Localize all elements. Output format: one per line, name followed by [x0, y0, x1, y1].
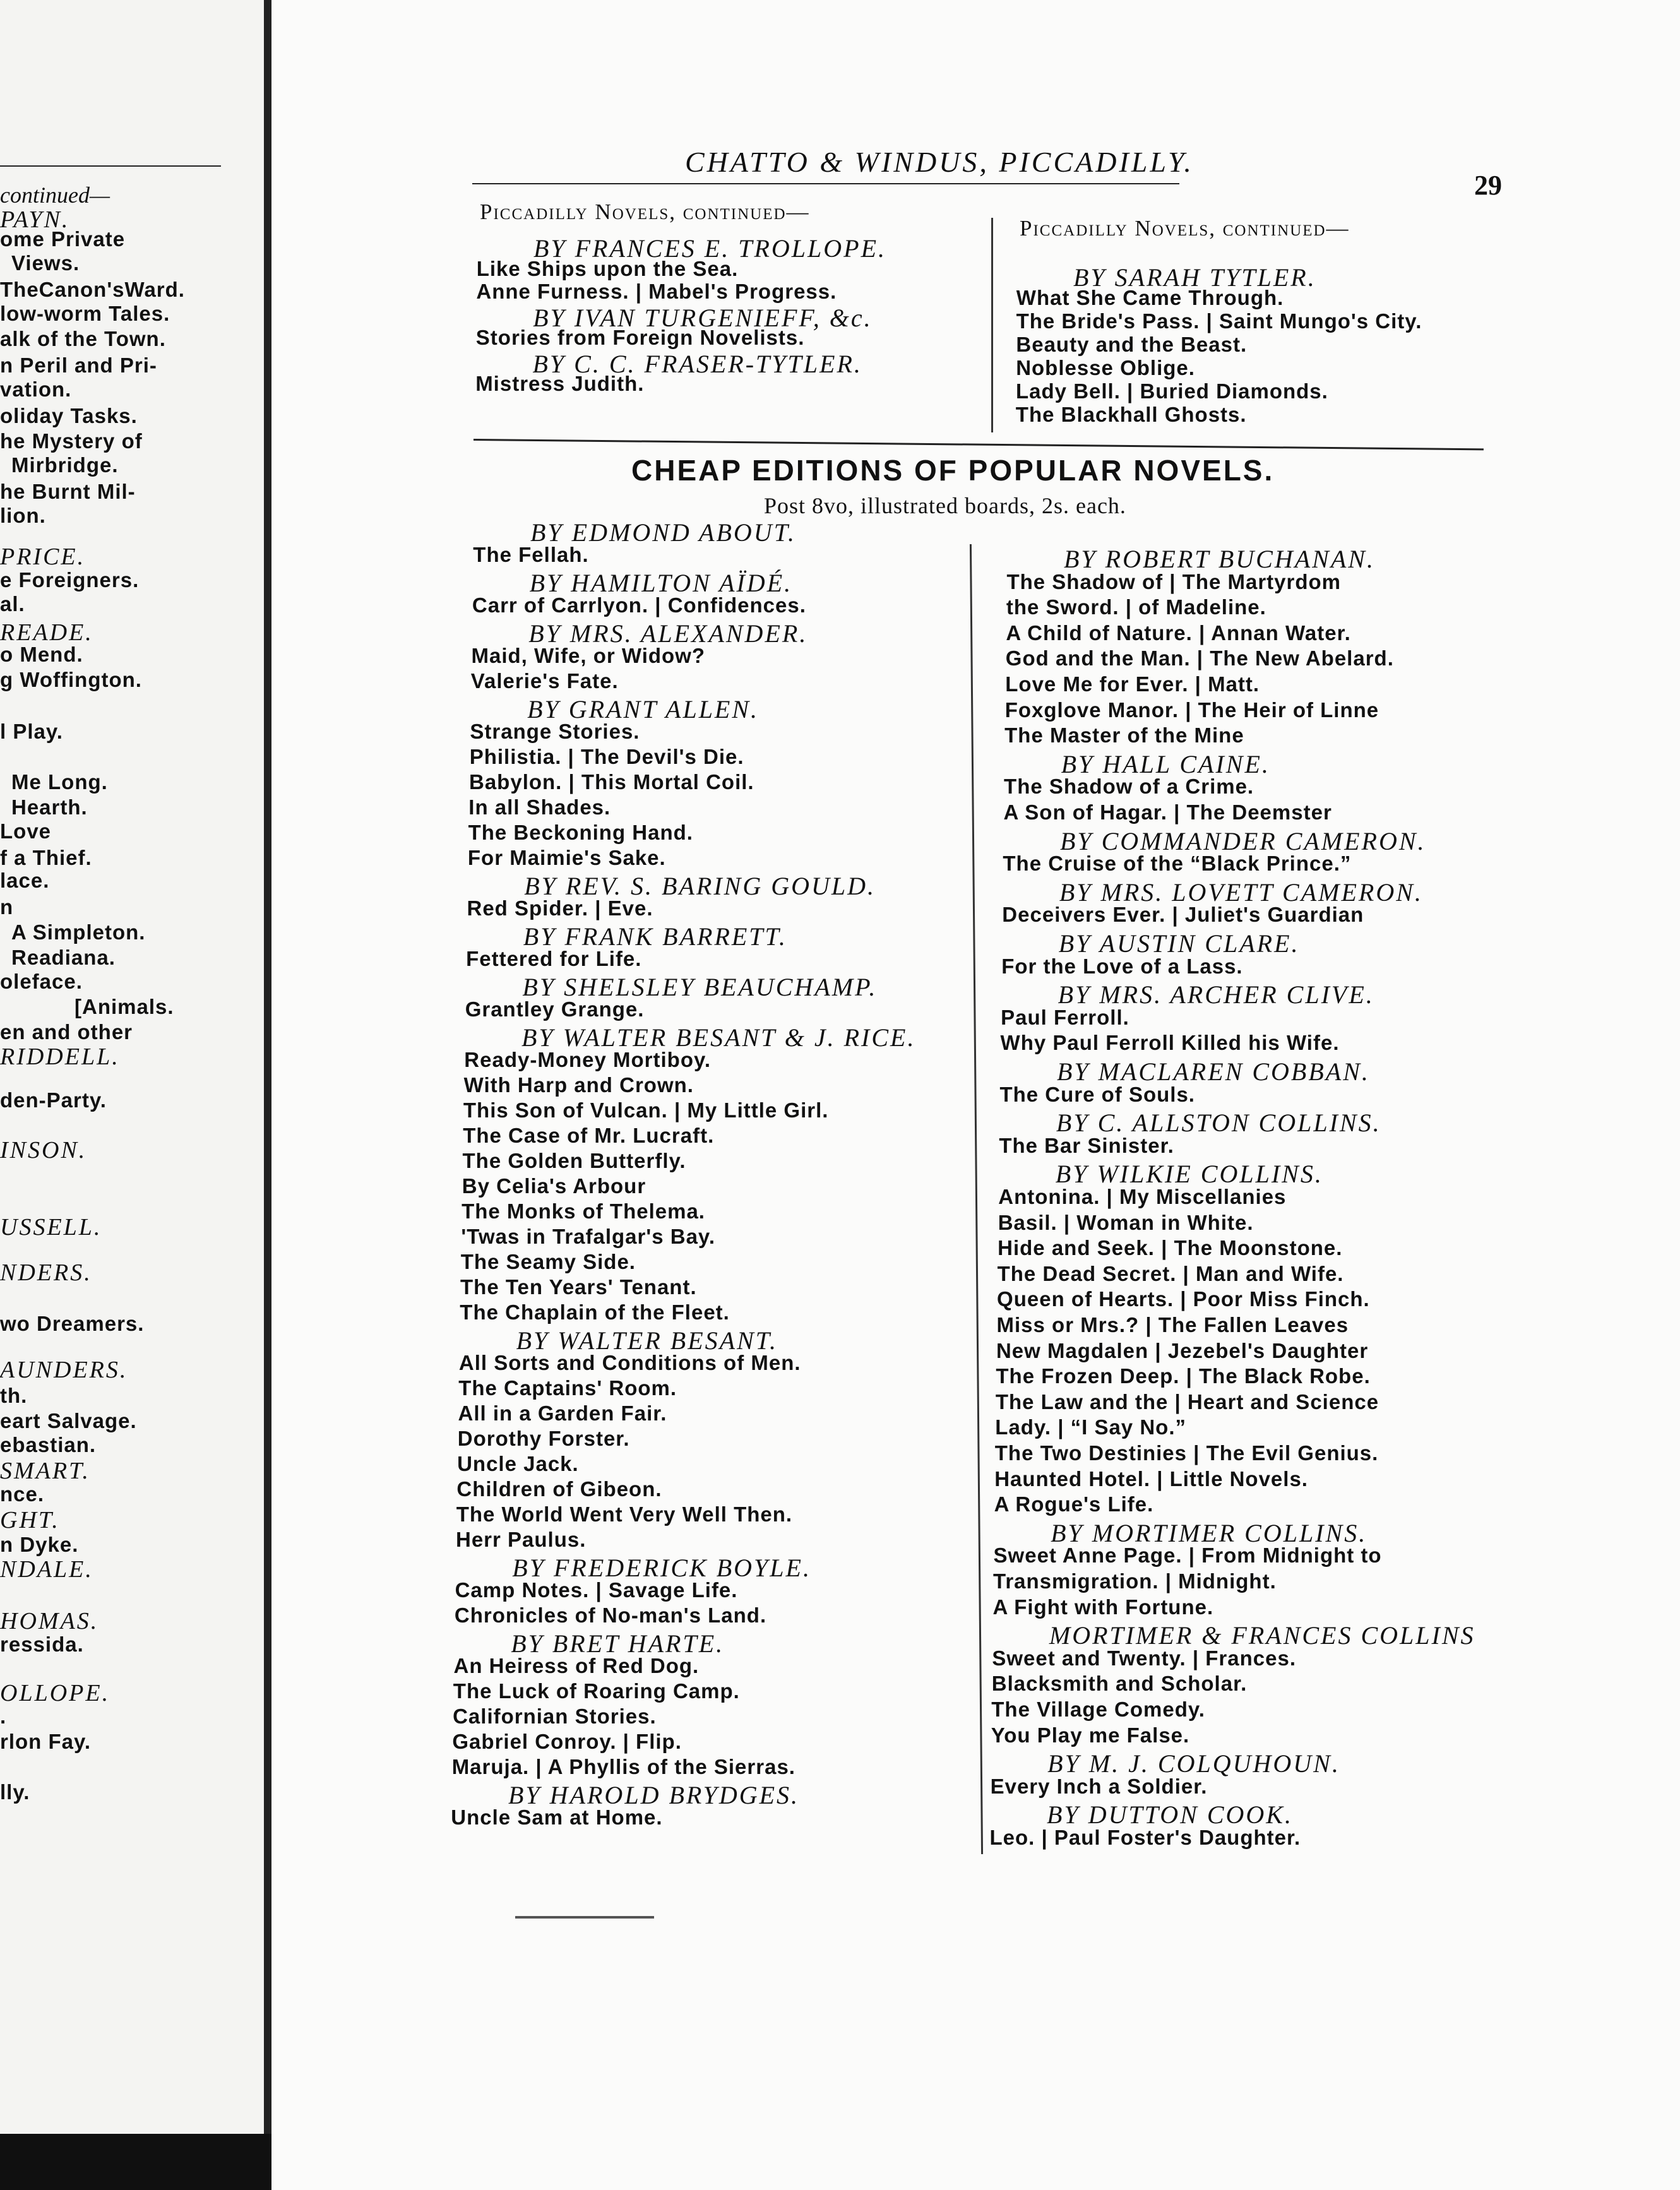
title-line: Herr Paulus.: [456, 1528, 587, 1551]
left-page-line: th.: [0, 1384, 28, 1407]
title-line: Miss or Mrs.? | The Fallen Leaves: [996, 1313, 1349, 1336]
title-line: Like Ships upon the Sea.: [476, 256, 739, 280]
left-page-line: wo Dreamers.: [0, 1312, 145, 1335]
left-page-line: ebastian.: [0, 1433, 97, 1456]
title-line: the Sword. | of Madeline.: [1006, 595, 1266, 619]
title-line: In all Shades.: [468, 795, 611, 819]
title-line: Lady. | “I Say No.”: [995, 1415, 1186, 1439]
left-page-line: f a Thief.: [0, 846, 92, 869]
title-line: A Child of Nature. | Annan Water.: [1006, 621, 1351, 645]
title-line: New Magdalen | Jezebel's Daughter: [996, 1338, 1369, 1362]
title-line: Children of Gibeon.: [456, 1477, 662, 1501]
title-line: The Dead Secret. | Man and Wife.: [997, 1261, 1344, 1285]
title-line: God and the Man. | The New Abelard.: [1005, 646, 1394, 670]
title-line: Deceivers Ever. | Juliet's Guardian: [1002, 903, 1364, 927]
author-heading: MORTIMER & FRANCES COLLINS: [1049, 1621, 1475, 1650]
title-line: Gabriel Conroy. | Flip.: [452, 1730, 682, 1753]
left-page-line: NDALE.: [0, 1556, 93, 1583]
title-line: The Seamy Side.: [460, 1250, 636, 1273]
left-page-line: AUNDERS.: [0, 1357, 128, 1383]
title-line: Anne Furness. | Mabel's Progress.: [476, 280, 837, 303]
title-line: Lady Bell. | Buried Diamonds.: [1016, 379, 1328, 403]
title-line: Dorothy Forster.: [457, 1427, 630, 1450]
column-divider: [970, 544, 983, 1854]
left-page-line: RIDDELL.: [0, 1044, 120, 1070]
title-line: Maruja. | A Phyllis of the Sierras.: [451, 1755, 795, 1778]
title-line: The Monks of Thelema.: [462, 1199, 705, 1223]
continued-right: Piccadilly Novels, continued—: [1020, 216, 1350, 241]
left-page-line: OLLOPE.: [0, 1680, 110, 1706]
title-line: The Frozen Deep. | The Black Robe.: [996, 1364, 1371, 1388]
title-line: Carr of Carrlyon. | Confidences.: [472, 593, 806, 617]
title-line: Camp Notes. | Savage Life.: [455, 1578, 738, 1602]
left-page-line: lace.: [0, 869, 50, 892]
title-line: Every Inch a Soldier.: [990, 1774, 1208, 1798]
printer-mark: [515, 1916, 654, 1919]
left-page-line: l Play.: [0, 720, 63, 743]
left-page-line: lion.: [0, 504, 46, 527]
left-page-line: Readiana.: [11, 946, 116, 969]
left-page-line: A Simpleton.: [11, 920, 146, 944]
author-heading: BY EDMOND ABOUT.: [530, 518, 796, 547]
title-line: The Bar Sinister.: [999, 1133, 1174, 1157]
author-heading: BY DUTTON COOK.: [1047, 1800, 1293, 1830]
title-line: The Cruise of the “Black Prince.”: [1003, 852, 1352, 876]
title-line: Sweet and Twenty. | Frances.: [992, 1646, 1296, 1670]
title-line: For Maimie's Sake.: [467, 846, 666, 869]
left-page-line: al.: [0, 592, 25, 616]
title-line: The Bride's Pass. | Saint Mungo's City.: [1016, 309, 1422, 333]
title-line: Babylon. | This Mortal Coil.: [469, 770, 754, 794]
title-line: The Ten Years' Tenant.: [460, 1275, 697, 1299]
left-page-line: TheCanon'sWard.: [0, 278, 185, 301]
section-rule: [474, 439, 1484, 450]
title-line: Leo. | Paul Foster's Daughter.: [989, 1826, 1301, 1849]
author-heading: BY MACLAREN COBBAN.: [1057, 1057, 1370, 1086]
title-line: The Blackhall Ghosts.: [1015, 403, 1247, 426]
left-page-line: PRICE.: [0, 544, 86, 570]
author-heading: BY MRS. LOVETT CAMERON.: [1059, 878, 1423, 907]
left-page-line: ome Private: [0, 227, 126, 251]
author-heading: BY WALTER BESANT & J. RICE.: [521, 1023, 916, 1052]
left-page-line: n: [0, 895, 14, 919]
title-line: Noblesse Oblige.: [1016, 356, 1195, 379]
title-line: Basil. | Woman in White.: [998, 1210, 1254, 1234]
title-line: The Shadow of | The Martyrdom: [1006, 569, 1342, 593]
title-line: Chronicles of No-man's Land.: [454, 1604, 767, 1627]
title-line: A Son of Hagar. | The Deemster: [1003, 800, 1332, 824]
left-page-fragment: [0, 0, 264, 2190]
left-page-line: INSON.: [0, 1137, 87, 1163]
author-heading: BY ROBERT BUCHANAN.: [1064, 545, 1375, 573]
left-page-line: Me Long.: [11, 770, 108, 794]
author-heading: BY MRS. ARCHER CLIVE.: [1057, 980, 1374, 1009]
left-page-line: [Animals.: [74, 995, 174, 1018]
author-heading: BY C. C. FRASER-TYTLER.: [532, 349, 862, 378]
section-subtitle: Post 8vo, illustrated boards, 2s. each.: [764, 493, 1126, 518]
title-line: Why Paul Ferroll Killed his Wife.: [1000, 1031, 1340, 1055]
left-page-line: g Woffington.: [0, 668, 142, 691]
title-line: The World Went Very Well Then.: [456, 1503, 793, 1526]
author-heading: BY GRANT ALLEN.: [527, 695, 760, 723]
left-page-line: NDERS.: [0, 1259, 92, 1286]
author-heading: BY C. ALLSTON COLLINS.: [1056, 1109, 1381, 1138]
left-page-line: oliday Tasks.: [0, 404, 138, 427]
left-page-line: HOMAS.: [0, 1608, 99, 1634]
left-page-line: he Burnt Mil-: [0, 480, 136, 503]
left-page-line: nce.: [0, 1482, 45, 1506]
title-line: The Golden Butterfly.: [462, 1149, 686, 1172]
left-page-line: lly.: [0, 1780, 30, 1804]
left-page-line: oleface.: [0, 970, 83, 993]
left-page-line: n Dyke.: [0, 1533, 79, 1556]
left-page-line: READE.: [0, 619, 93, 646]
left-page-line: Hearth.: [11, 795, 88, 819]
left-page-line: e Foreigners.: [0, 568, 140, 592]
title-line: Stories from Foreign Novelists.: [475, 326, 805, 349]
author-heading: BY COMMANDER CAMERON.: [1059, 826, 1426, 855]
title-line: Philistia. | The Devil's Die.: [469, 745, 744, 768]
title-line: Grantley Grange.: [465, 997, 645, 1021]
title-line: Love Me for Ever. | Matt.: [1005, 672, 1260, 696]
title-line: Haunted Hotel. | Little Novels.: [994, 1467, 1308, 1491]
left-page-line: Love: [0, 819, 52, 843]
left-page-line: alk of the Town.: [0, 327, 166, 350]
title-line: Hide and Seek. | The Moonstone.: [998, 1236, 1343, 1260]
left-page-line: eart Salvage.: [0, 1409, 137, 1432]
author-heading: BY M. J. COLQUHOUN.: [1047, 1749, 1340, 1778]
left-page-line: Views.: [11, 251, 80, 275]
title-line: You Play me False.: [991, 1723, 1190, 1747]
left-page-line: USSELL.: [0, 1214, 102, 1241]
left-page-line: o Mend.: [0, 643, 83, 666]
title-line: Beauty and the Beast.: [1016, 333, 1248, 356]
left-page-line: GHT.: [0, 1507, 60, 1533]
title-line: Transmigration. | Midnight.: [993, 1569, 1277, 1593]
author-heading: BY HALL CAINE.: [1061, 749, 1270, 778]
gutter: [264, 0, 271, 2190]
right-page: [271, 0, 1680, 2190]
left-page-line: vation.: [0, 378, 72, 401]
title-line: What She Came Through.: [1016, 286, 1284, 309]
author-heading: BY MORTIMER COLLINS.: [1051, 1518, 1367, 1547]
author-heading: BY SARAH TYTLER.: [1073, 263, 1316, 292]
author-heading: BY WALTER BESANT.: [516, 1326, 778, 1355]
title-line: Uncle Sam at Home.: [451, 1806, 663, 1829]
title-line: The Law and the | Heart and Science: [995, 1390, 1379, 1413]
title-line: For the Love of a Lass.: [1001, 954, 1243, 978]
title-line: This Son of Vulcan. | My Little Girl.: [463, 1098, 829, 1122]
title-line: Uncle Jack.: [457, 1452, 579, 1475]
title-line: All Sorts and Conditions of Men.: [458, 1351, 801, 1374]
title-line: Fettered for Life.: [466, 947, 642, 970]
running-title: CHATTO & WINDUS, PICCADILLY.: [685, 146, 1194, 178]
left-page-line: SMART.: [0, 1458, 90, 1484]
left-page-line: rlon Fay.: [0, 1730, 92, 1753]
scan-edge: [0, 2134, 271, 2190]
author-heading: BY IVAN TURGENIEFF, &c.: [533, 303, 873, 332]
title-line: Ready-Money Mortiboy.: [464, 1048, 712, 1071]
title-line: The Case of Mr. Lucraft.: [463, 1124, 715, 1147]
title-line: Mistress Judith.: [475, 372, 645, 395]
title-line: Red Spider. | Eve.: [467, 896, 653, 920]
left-page-line: he Mystery of: [0, 429, 143, 453]
left-page-line: en and other: [0, 1020, 133, 1044]
author-heading: BY WILKIE COLLINS.: [1055, 1160, 1323, 1189]
title-line: Sweet Anne Page. | From Midnight to: [993, 1544, 1382, 1568]
author-heading: BY MRS. ALEXANDER.: [528, 619, 808, 648]
title-line: The Master of the Mine: [1004, 723, 1244, 747]
title-line: By Celia's Arbour: [462, 1174, 646, 1198]
title-line: Paul Ferroll.: [1001, 1005, 1129, 1029]
title-line: The Chaplain of the Fleet.: [460, 1300, 730, 1324]
left-page-line: ressida.: [0, 1633, 84, 1656]
author-heading: BY AUSTIN CLARE.: [1058, 929, 1300, 958]
continued-left: Piccadilly Novels, continued—: [480, 199, 810, 224]
title-line: An Heiress of Red Dog.: [453, 1654, 700, 1677]
page-number: 29: [1474, 170, 1502, 201]
title-line: Blacksmith and Scholar.: [991, 1672, 1248, 1696]
author-heading: BY HAMILTON AÏDÉ.: [529, 569, 793, 597]
title-line: 'Twas in Trafalgar's Bay.: [461, 1225, 716, 1248]
author-heading: BY BRET HARTE.: [511, 1629, 725, 1658]
title-line: The Village Comedy.: [991, 1698, 1205, 1721]
title-line: A Fight with Fortune.: [992, 1595, 1214, 1619]
title-line: Queen of Hearts. | Poor Miss Finch.: [997, 1287, 1370, 1311]
title-line: The Two Destinies | The Evil Genius.: [994, 1441, 1379, 1465]
left-page-line: continued—: [0, 182, 110, 208]
title-line: All in a Garden Fair.: [458, 1401, 667, 1425]
left-page-line: PAYN.: [0, 206, 70, 233]
left-page-line: .: [0, 1705, 7, 1728]
left-page-rule: [0, 165, 221, 167]
title-line: The Shadow of a Crime.: [1004, 775, 1254, 799]
author-heading: BY FRANCES E. TROLLOPE.: [533, 234, 887, 263]
title-line: The Luck of Roaring Camp.: [453, 1679, 740, 1703]
title-line: The Captains' Room.: [458, 1376, 677, 1400]
title-line: The Fellah.: [473, 543, 589, 566]
title-line: A Rogue's Life.: [994, 1492, 1154, 1516]
left-page-line: n Peril and Pri-: [0, 354, 157, 377]
author-heading: BY SHELSLEY BEAUCHAMP.: [522, 973, 878, 1001]
title-line: Strange Stories.: [470, 720, 640, 743]
left-page-line: low-worm Tales.: [0, 302, 170, 325]
title-line: With Harp and Crown.: [463, 1073, 694, 1097]
title-line: The Cure of Souls.: [999, 1082, 1195, 1106]
author-heading: BY FREDERICK BOYLE.: [512, 1554, 811, 1582]
left-page-line: Mirbridge.: [11, 453, 119, 477]
title-line: The Beckoning Hand.: [468, 821, 693, 844]
left-page-line: den-Party.: [0, 1088, 107, 1112]
author-heading: BY FRANK BARRETT.: [523, 922, 787, 951]
title-line: Antonina. | My Miscellanies: [998, 1185, 1287, 1208]
title-line: Foxglove Manor. | The Heir of Linne: [1004, 698, 1379, 722]
header-rule: [472, 183, 1179, 184]
section-title: CHEAP EDITIONS OF POPULAR NOVELS.: [631, 454, 1275, 487]
author-heading: BY HAROLD BRYDGES.: [508, 1781, 800, 1809]
title-line: Maid, Wife, or Widow?: [471, 644, 706, 667]
title-line: Californian Stories.: [453, 1705, 657, 1728]
author-heading: BY REV. S. BARING GOULD.: [524, 872, 876, 900]
title-line: Valerie's Fate.: [470, 669, 619, 693]
top-column-divider: [991, 218, 993, 432]
